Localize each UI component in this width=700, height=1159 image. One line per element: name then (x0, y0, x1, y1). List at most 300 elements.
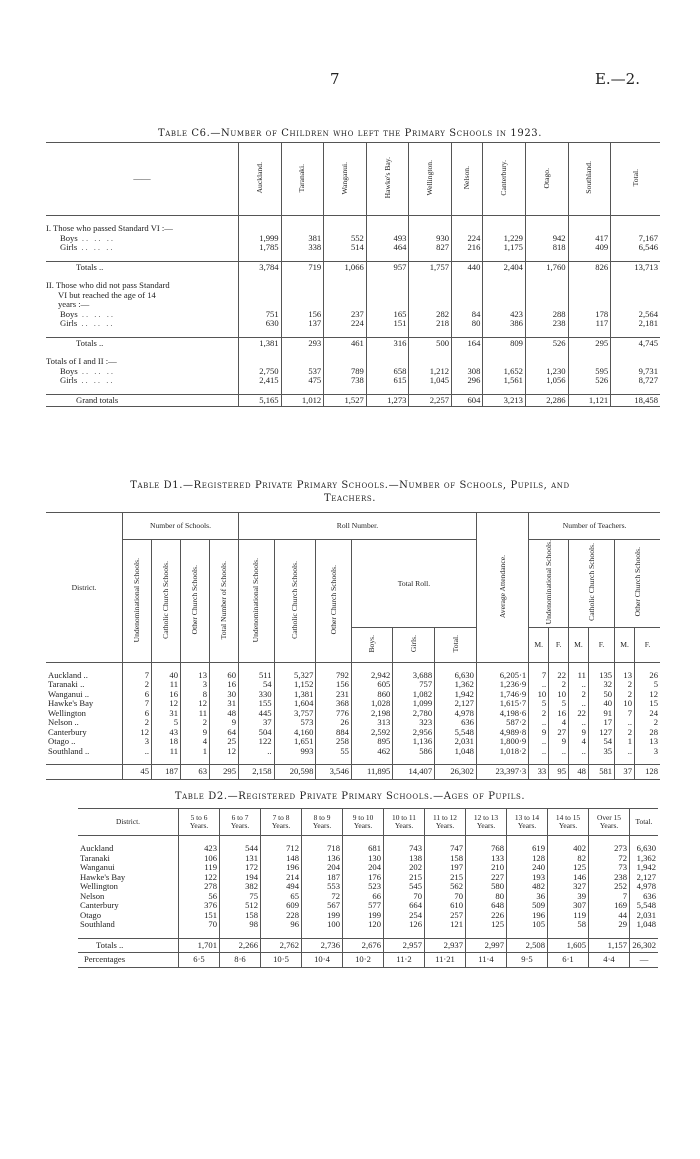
spacer (366, 216, 409, 225)
percentages-row (78, 953, 658, 968)
value-cell: 126 (384, 920, 425, 930)
district-name: Canterbury (48, 726, 87, 737)
value-cell: 1,362 (435, 680, 477, 690)
total-value-cell: 11,895 (351, 765, 392, 780)
value-cell: 1,760 (525, 261, 568, 273)
spacer-row (78, 930, 658, 939)
spacer (239, 349, 282, 357)
empty-cell (483, 281, 526, 291)
spacer (525, 273, 568, 281)
value-cell: 196 (507, 911, 548, 921)
value-cell: 768 (466, 844, 507, 854)
spacer (466, 930, 507, 939)
spacer (324, 216, 367, 225)
value-cell: 1 (181, 747, 210, 757)
value-cell: 1,942 (630, 863, 659, 873)
spacer (425, 930, 466, 939)
value-cell: 106 (179, 854, 220, 864)
empty-cell (452, 281, 483, 291)
spacer (483, 253, 526, 262)
value-cell: 238 (525, 319, 568, 329)
empty-cell (366, 281, 409, 291)
value-cell: 537 (281, 367, 324, 377)
value-cell: 511 (239, 671, 275, 681)
spacer (239, 329, 282, 338)
empty-cell (611, 281, 660, 291)
percentage-cell: 10·4 (302, 953, 343, 968)
value-cell: 7 (589, 892, 630, 902)
value-cell: .. (239, 747, 275, 757)
value-cell: 172 (220, 863, 261, 873)
value-cell: 493 (366, 234, 409, 244)
value-cell: .. (615, 718, 635, 728)
value-cell: 4 (569, 737, 589, 747)
value-cell: .. (615, 747, 635, 757)
table-d2 (78, 808, 658, 968)
value-cell: 130 (343, 854, 384, 864)
spacer (525, 329, 568, 338)
value-cell: 2 (181, 718, 210, 728)
percentage-cell: — (630, 953, 659, 968)
value-cell: 552 (324, 234, 367, 244)
spacer (611, 253, 660, 262)
spacer (384, 930, 425, 939)
spacer (179, 930, 220, 939)
total-row (46, 765, 660, 780)
leader-dots: .. .. .. (77, 318, 115, 328)
value-cell: 122 (179, 873, 220, 883)
value-cell: 2 (615, 728, 635, 738)
spacer (568, 216, 611, 225)
value-cell: 330 (239, 690, 275, 700)
value-cell: 96 (261, 920, 302, 930)
value-cell: 1,942 (435, 690, 477, 700)
value-cell: 3,213 (483, 394, 526, 407)
spacer (220, 930, 261, 939)
row-label (46, 337, 239, 349)
value-cell: 13 (181, 671, 210, 681)
value-cell: 2,404 (483, 261, 526, 273)
value-cell: 16 (210, 680, 239, 690)
value-cell: 9 (569, 728, 589, 738)
value-cell: 7 (123, 699, 152, 709)
percentage-cell: 11·2 (384, 953, 425, 968)
value-cell: 747 (425, 844, 466, 854)
value-cell: 7,167 (611, 234, 660, 244)
value-cell: 553 (302, 882, 343, 892)
total-roll-header: Total Roll. (351, 540, 476, 628)
spacer (452, 273, 483, 281)
value-cell: 2,750 (239, 367, 282, 377)
leader-dots: .. .. .. (77, 308, 116, 319)
total-value-cell: 128 (635, 765, 660, 780)
spacer (435, 756, 477, 765)
value-cell: 218 (409, 319, 452, 329)
value-cell: 135 (588, 671, 614, 681)
total-roll-column-header (351, 627, 392, 662)
total-value-cell: 2,937 (425, 938, 466, 953)
value-cell: 164 (452, 337, 483, 349)
value-cell: 16 (549, 709, 569, 719)
value-cell: .. (569, 699, 589, 709)
spacer (615, 756, 635, 765)
value-cell: 27 (549, 728, 569, 738)
value-cell: 461 (324, 337, 367, 349)
value-cell: 158 (425, 854, 466, 864)
total-value-cell: 95 (549, 765, 569, 780)
total-value-cell: 23,397·3 (476, 765, 528, 780)
value-cell: 1,381 (239, 337, 282, 349)
spacer (611, 273, 660, 281)
value-cell: 587·2 (476, 718, 528, 728)
value-cell: 156 (316, 680, 352, 690)
value-cell: 56 (179, 892, 220, 902)
spacer (393, 756, 435, 765)
page-header (0, 70, 700, 94)
table-c6-caption: Table C6.—Number of Children who left the Primary Schools in 1923. (157, 128, 543, 139)
value-cell: 2 (615, 680, 635, 690)
percentages-label: Percentages (78, 953, 179, 968)
value-cell: 25 (210, 737, 239, 747)
value-cell: 615 (366, 376, 409, 386)
value-cell: 98 (220, 920, 261, 930)
value-cell: 224 (324, 319, 367, 329)
column-header (525, 143, 568, 216)
section-heading: VI but reached the age of 14 (58, 289, 156, 300)
header-label: Other Church Schools. (328, 564, 338, 635)
table-row (46, 319, 660, 329)
district-name: Otago (80, 909, 102, 920)
value-cell: 381 (281, 234, 324, 244)
value-cell: 125 (466, 920, 507, 930)
value-cell: 117 (568, 319, 611, 329)
value-cell: .. (529, 747, 549, 757)
spacer (589, 930, 630, 939)
value-cell: 36 (507, 892, 548, 902)
spacer (452, 349, 483, 357)
value-cell: 6,546 (611, 243, 660, 253)
value-cell: 712 (261, 844, 302, 854)
value-cell: 930 (409, 234, 452, 244)
value-cell: 6,630 (435, 671, 477, 681)
value-cell: 4,745 (611, 337, 660, 349)
value-cell: 278 (179, 882, 220, 892)
value-cell: 215 (384, 873, 425, 883)
value-cell: 523 (343, 882, 384, 892)
column-header (366, 143, 409, 216)
value-cell: 231 (316, 690, 352, 700)
age-column-header: Over 15 Years. (589, 809, 630, 836)
table-row (78, 882, 658, 892)
spacer (409, 386, 452, 395)
row-label (46, 394, 239, 407)
value-cell: 1,757 (409, 261, 452, 273)
district-name: Canterbury (80, 900, 119, 910)
spacer (611, 329, 660, 338)
sex-column-header: M. (569, 627, 589, 662)
empty-cell (366, 291, 409, 301)
value-cell: 187 (302, 873, 343, 883)
value-cell: 13,713 (611, 261, 660, 273)
value-cell: 224 (452, 234, 483, 244)
spacer (635, 756, 660, 765)
spacer (452, 216, 483, 225)
value-cell: .. (569, 718, 589, 728)
empty-cell (324, 291, 367, 301)
value-cell: 35 (588, 747, 614, 757)
spacer (452, 253, 483, 262)
spacer (549, 756, 569, 765)
value-cell: 1,066 (324, 261, 367, 273)
section-heading: Totals of I and II :— (46, 356, 117, 366)
table-row (46, 690, 660, 700)
total-value-cell: 1,605 (548, 938, 589, 953)
value-cell: 136 (302, 854, 343, 864)
value-cell: 137 (281, 319, 324, 329)
total-value-cell: 3,546 (316, 765, 352, 780)
total-value-cell: 2,266 (220, 938, 261, 953)
value-cell: 216 (452, 243, 483, 253)
value-cell: 296 (452, 376, 483, 386)
value-cell: 24 (635, 709, 660, 719)
value-cell: 240 (507, 863, 548, 873)
value-cell: 809 (483, 337, 526, 349)
value-cell: 1,604 (274, 699, 316, 709)
value-cell: 595 (568, 367, 611, 377)
value-cell: 54 (588, 737, 614, 747)
value-cell: 18 (152, 737, 181, 747)
value-cell: 514 (324, 243, 367, 253)
value-cell: 5,327 (274, 671, 316, 681)
value-cell: 545 (384, 882, 425, 892)
value-cell: 610 (425, 901, 466, 911)
district-name: Auckland .. (48, 669, 88, 680)
value-cell: 2 (635, 718, 660, 728)
district-name: Nelson (80, 890, 105, 901)
spacer (611, 349, 660, 357)
total-value-cell: 48 (569, 765, 589, 780)
value-cell: 573 (274, 718, 316, 728)
value-cell: 7 (615, 709, 635, 719)
value-cell: 993 (274, 747, 316, 757)
total-value-cell: 2,957 (384, 938, 425, 953)
spacer (316, 756, 352, 765)
value-cell: 17 (588, 718, 614, 728)
value-cell: .. (569, 747, 589, 757)
value-cell: 70 (425, 892, 466, 902)
value-cell: 13 (635, 737, 660, 747)
schools-column-header (181, 540, 210, 663)
district-name: Wellington (48, 707, 86, 718)
spacer (78, 930, 179, 939)
value-cell: 2,127 (630, 873, 659, 883)
spacer (630, 930, 659, 939)
value-cell: 5 (152, 718, 181, 728)
total-value-cell: 2,762 (261, 938, 302, 953)
value-cell: 630 (239, 319, 282, 329)
value-cell: 3 (181, 680, 210, 690)
value-cell: 895 (351, 737, 392, 747)
table-row (46, 680, 660, 690)
value-cell: .. (529, 718, 549, 728)
value-cell: 10 (529, 690, 549, 700)
value-cell: 482 (507, 882, 548, 892)
total-value-cell: 2,676 (343, 938, 384, 953)
total-roll-column-header (393, 627, 435, 662)
spacer-row (46, 253, 660, 262)
spacer (588, 756, 614, 765)
value-cell: 402 (548, 844, 589, 854)
value-cell: .. (529, 737, 549, 747)
value-cell: 254 (384, 911, 425, 921)
empty-cell (324, 281, 367, 291)
spacer (568, 329, 611, 338)
spacer (274, 756, 316, 765)
value-cell: 5,548 (435, 728, 477, 738)
spacer (324, 386, 367, 395)
value-cell: 382 (220, 882, 261, 892)
header-label: Catholic Church Schools. (161, 560, 170, 639)
spacer (483, 386, 526, 395)
value-cell: 214 (261, 873, 302, 883)
value-cell: 70 (384, 892, 425, 902)
value-cell: 58 (548, 920, 589, 930)
empty-cell (239, 291, 282, 301)
value-cell: 12 (123, 728, 152, 738)
value-cell: 464 (366, 243, 409, 253)
value-cell: 3 (123, 737, 152, 747)
percentage-cell: 11·21 (425, 953, 466, 968)
column-header (568, 143, 611, 216)
empty-cell (239, 281, 282, 291)
value-cell: 417 (568, 234, 611, 244)
value-cell: 2 (123, 718, 152, 728)
table-d1 (46, 512, 660, 780)
value-cell: 10 (615, 699, 635, 709)
roll-column-header (239, 540, 275, 663)
spacer (324, 349, 367, 357)
empty-cell (525, 291, 568, 301)
spacer (366, 273, 409, 281)
value-cell: 1,121 (568, 394, 611, 407)
value-cell: 199 (343, 911, 384, 921)
total-value-cell: 20,598 (274, 765, 316, 780)
value-cell: 5 (635, 680, 660, 690)
value-cell: 40 (152, 671, 181, 681)
percentage-cell: 6·5 (179, 953, 220, 968)
value-cell: 119 (179, 863, 220, 873)
value-cell: 1,652 (483, 367, 526, 377)
value-cell: 1,362 (630, 854, 659, 864)
spacer (281, 329, 324, 338)
column-header (452, 143, 483, 216)
row-label-text: Totals .. (76, 261, 104, 272)
schools-group-header: Number of Schools. (123, 513, 239, 540)
value-cell: 5,165 (239, 394, 282, 407)
district-name: Southland .. (48, 745, 90, 756)
header-label: Catholic Church Schools. (289, 560, 299, 639)
spacer (210, 756, 239, 765)
value-cell: 586 (393, 747, 435, 757)
value-cell: .. (123, 747, 152, 757)
value-cell: 1,018·2 (476, 747, 528, 757)
total-value-cell: 14,407 (393, 765, 435, 780)
spacer (409, 349, 452, 357)
age-column-header: 8 to 9 Years. (302, 809, 343, 836)
header-label: Undenominational Schools. (543, 540, 553, 625)
value-cell: 1,028 (351, 699, 392, 709)
district-name: Hawke's Bay (48, 698, 94, 709)
value-cell: 6 (123, 690, 152, 700)
value-cell: 39 (548, 892, 589, 902)
district-header: District. (46, 513, 123, 663)
column-header (239, 143, 282, 216)
spacer (239, 253, 282, 262)
spacer (452, 386, 483, 395)
value-cell: 1,152 (274, 680, 316, 690)
teachers-column-header (615, 540, 660, 628)
value-cell: 1,527 (324, 394, 367, 407)
value-cell: 210 (466, 863, 507, 873)
district-name: Wanganui .. (48, 688, 90, 699)
value-cell: 818 (525, 243, 568, 253)
value-cell: 4,978 (630, 882, 659, 892)
value-cell: 3,784 (239, 261, 282, 273)
age-column-header: 10 to 11 Years. (384, 809, 425, 836)
value-cell: 238 (589, 873, 630, 883)
row-label-text: Totals .. (76, 337, 104, 348)
age-column-header: 5 to 6 Years. (179, 809, 220, 836)
spacer (239, 273, 282, 281)
value-cell: 26 (635, 671, 660, 681)
value-cell: .. (549, 747, 569, 757)
value-cell: 155 (239, 699, 275, 709)
value-cell: 178 (568, 310, 611, 320)
value-cell: 169 (589, 901, 630, 911)
spacer (476, 756, 528, 765)
row-label-text: Girls (60, 375, 78, 385)
value-cell: 9 (181, 728, 210, 738)
value-cell: 2 (569, 690, 589, 700)
column-header (409, 143, 452, 216)
value-cell: 10 (549, 690, 569, 700)
value-cell: 128 (507, 854, 548, 864)
value-cell: 91 (588, 709, 614, 719)
value-cell: 60 (210, 671, 239, 681)
value-cell: 2,415 (239, 376, 282, 386)
value-cell: 738 (324, 376, 367, 386)
spacer (281, 349, 324, 357)
value-cell: 5 (529, 699, 549, 709)
age-column-header: 11 to 12 Years. (425, 809, 466, 836)
value-cell: 2,942 (351, 671, 392, 681)
empty-cell (483, 291, 526, 301)
spacer (281, 253, 324, 262)
value-cell: 55 (316, 747, 352, 757)
value-cell: 526 (568, 376, 611, 386)
value-cell: 138 (384, 854, 425, 864)
empty-cell (281, 281, 324, 291)
total-value-cell: 295 (210, 765, 239, 780)
value-cell: 2,031 (630, 911, 659, 921)
value-cell: 423 (179, 844, 220, 854)
value-cell: 9 (210, 718, 239, 728)
value-cell: 664 (384, 901, 425, 911)
value-cell: 1,381 (274, 690, 316, 700)
spacer (261, 930, 302, 939)
value-cell: 2,031 (435, 737, 477, 747)
table-d1-caption-line2: Teachers. (323, 493, 377, 504)
